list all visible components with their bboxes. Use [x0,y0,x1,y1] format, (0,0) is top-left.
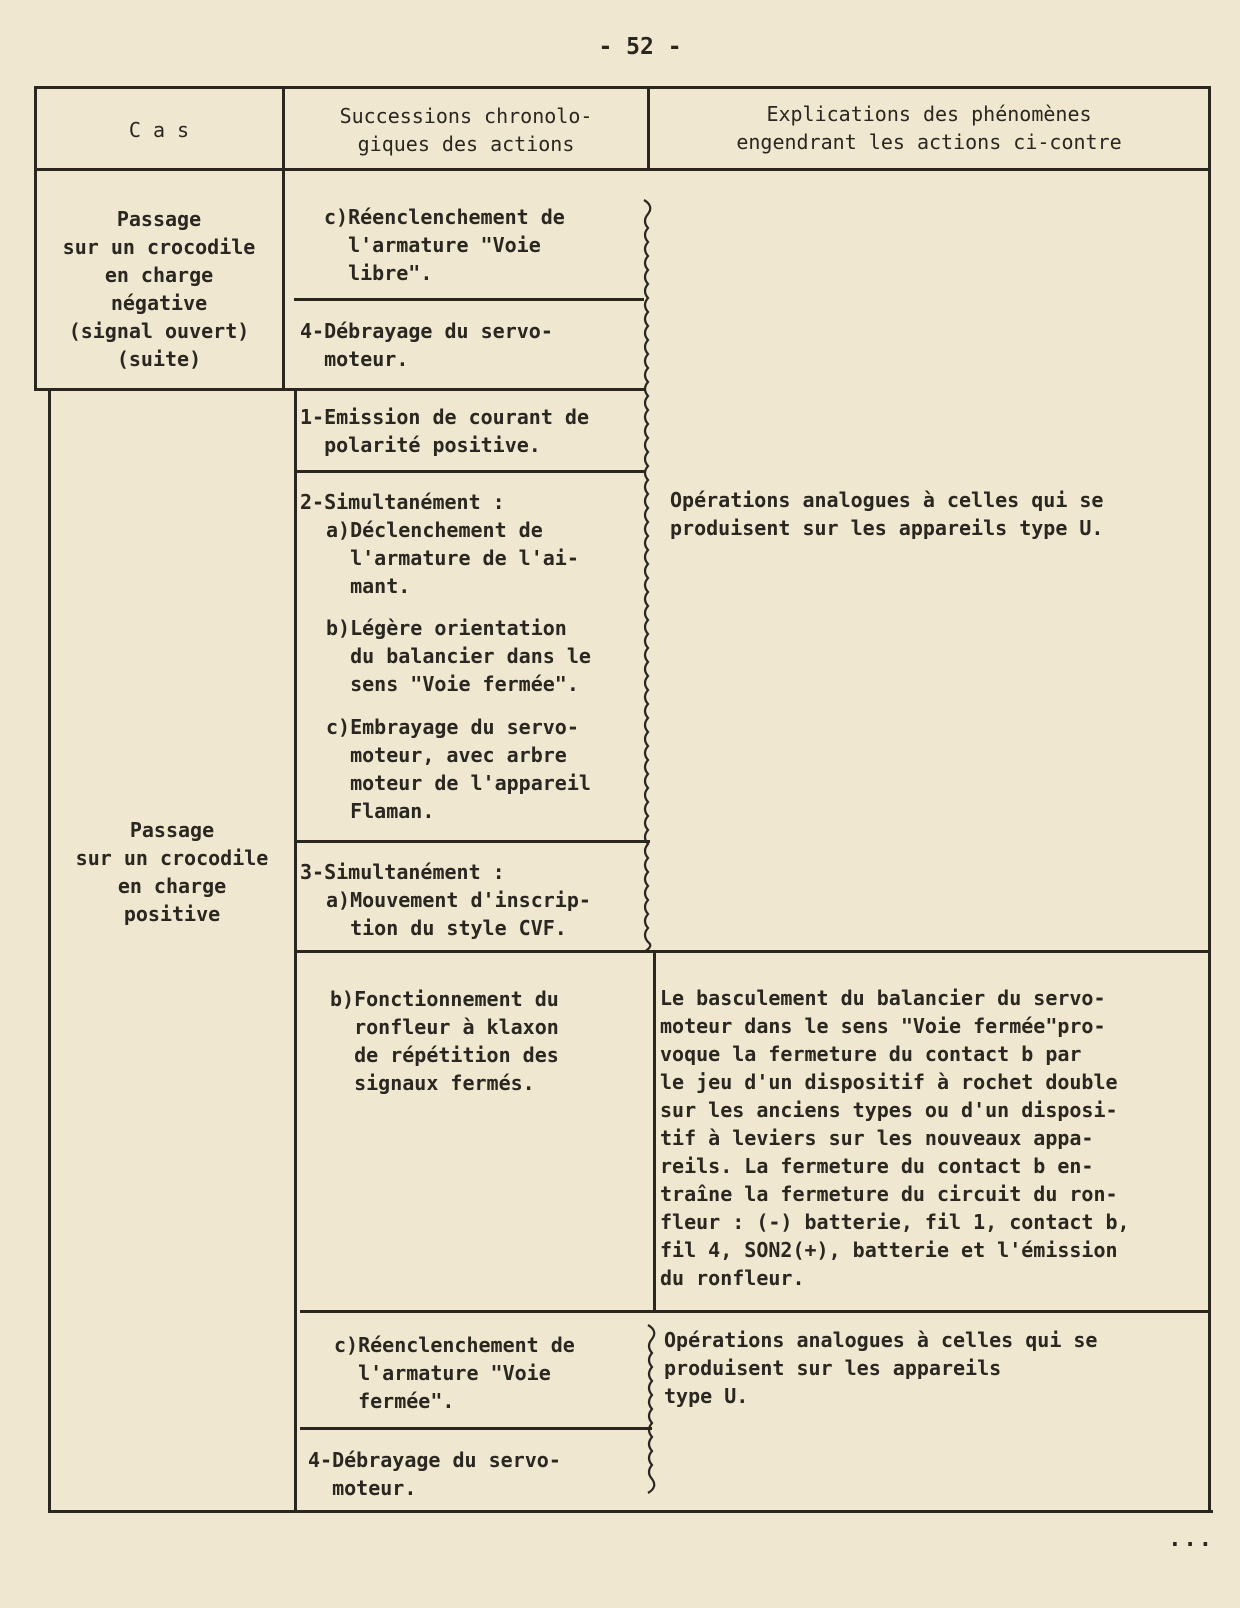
table-bottom-border [48,1510,1213,1513]
header-explications: Explications des phénomènes engendrant les actions ci-contre [736,102,1122,154]
case1-action-c: c)Réenclenchement de l'armature "Voie libre". [324,205,565,285]
page-number: - 52 - [598,34,682,60]
case2-action-2c: c)Embrayage du servo- moteur, avec arbre moteur de l'appareil Flaman. [326,715,591,823]
case2-rule-4 [300,1310,1211,1313]
case2-action-1: 1-Emission de courant de polarité positive. [300,405,589,457]
case2-action-3b: b)Fonctionnement du ronfleur à klaxon de répétition des signaux fermés. [330,987,559,1095]
case2-rule-5 [300,1427,652,1430]
table-right-border [1208,86,1211,1513]
case-separator [34,388,646,391]
case1-rule-1 [294,298,644,301]
column-divider-1 [282,168,285,390]
case2-label: Passage sur un crocodile en charge positive [75,818,269,926]
table-top-border [34,86,1211,89]
explanation-analogues-2: Opérations analogues à celles qui se produisent sur les appareils type U. [664,1328,1098,1408]
case2-action-3-intro: 3-Simultanément : [300,860,505,884]
case2-action-3a: a)Mouvement d'inscrip- tion du style CVF. [326,888,591,940]
case2-rule-3 [294,950,1211,953]
case2-rule-2 [294,840,650,843]
header-cas: C a s [128,118,190,142]
case2-action-4: 4-Débrayage du servo- moteur. [308,1448,561,1500]
header-bottom-rule [34,168,1211,171]
table-left-border-lower [48,388,51,1513]
wavy-brace-upper [636,200,666,952]
case2-action-2-intro: 2-Simultanément : [300,490,505,514]
case2-action-3c: c)Réenclenchement de l'armature "Voie fermée". [334,1333,575,1413]
header-successions: Successions chronolo- giques des actions [339,104,593,156]
case2-action-2b: b)Légère orientation du balancier dans le sens "Voie fermée". [326,616,591,696]
case1-label: Passage sur un crocodile en charge négative (signal ouvert) (suite) [62,207,256,371]
explanation-analogues-1: Opérations analogues à celles qui se produisent sur les appareils type U. [670,488,1104,540]
explanation-basculement: Le basculement du balancier du servo- moteur dans le sens "Voie fermée"pro- voque la fermeture du contact b par le jeu d'un dispositif à rochet double sur les anciens types ou d'un disposi- tif à leviers sur les nouveaux appa- reils. La fermeture du contact b en- traîne la fermeture du circuit du ron- fleur : (-) batterie, fil 1, contact b, fil 4, SON2(+), batterie et l'émission du ronfleur. [660,986,1130,1290]
continuation-marker: ... [1168,1527,1214,1552]
column-divider-2-straight [653,950,656,1312]
case2-rule-1 [294,470,646,473]
case2-action-2a: a)Déclenchement de l'armature de l'ai- mant. [326,518,579,598]
case1-action-4: 4-Débrayage du servo- moteur. [300,319,553,371]
